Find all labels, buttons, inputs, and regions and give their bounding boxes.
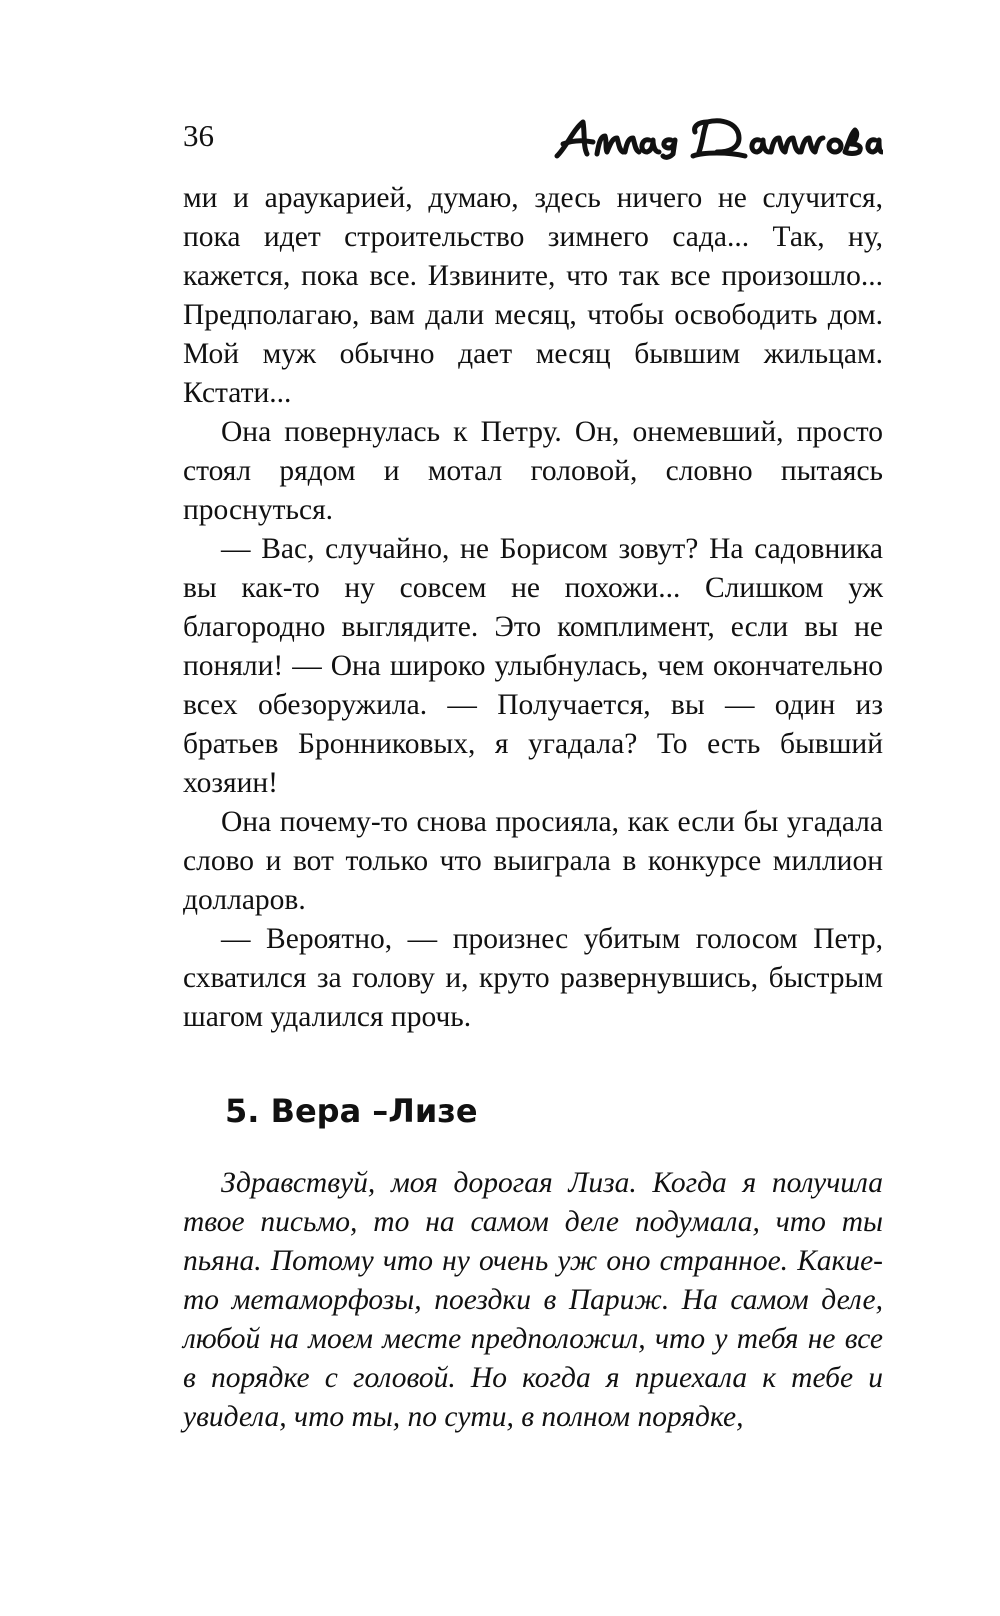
author-signature-logo: [553, 112, 883, 168]
page-header: [183, 112, 883, 172]
running-head-author-logo: [553, 112, 883, 168]
paragraph: Она повернулась к Петру. Он, онемевший, просто стоял рядом и мотал головой, словно пытаясь проснуться.: [183, 416, 883, 526]
letter-paragraph: Здравствуй, моя дорогая Лиза. Когда я получила твое письмо, то на самом деле подумала, что ты пьяна. Потому что ну очень уж оно странное. Какие-то метаморфозы, поездки в Париж. На самом деле, любой на моем месте предположил, что у тебя не все в порядке с головой. Но когда я приехала к тебе и увидела, что ты, по сути, в полном порядке,: [183, 1167, 883, 1433]
body-text: [183, 179, 883, 1037]
letter-text: [183, 1164, 883, 1437]
paragraph: ми и араукарией, думаю, здесь ничего не случится, пока идет строительство зимнего сада... Так, ну, кажется, пока все. Извините, что так все произошло... Предполагаю, вам дали месяц, чтобы освободить дом. Мой муж обычно дает месяц бывшим жильцам. Кстати...: [183, 182, 883, 409]
page-number: 36: [183, 118, 214, 153]
paragraph: — Вероятно, — произнес убитым голосом Петр, схватился за голову и, круто развернувшись, быстрым шагом удалился прочь.: [183, 923, 883, 1033]
paragraph: — Вас, случайно, не Борисом зовут? На садовника вы как-то ну совсем не похожи... Слишком уж благородно выглядите. Это комплимент, если вы не поняли! — Она широко улыбнулась, чем окончательно всех обезоружила. — Получается, вы — один из братьев Бронниковых, я угадала? То есть бывший хозяин!: [183, 533, 883, 799]
chapter-heading: 5. Вера –Лизе: [225, 1092, 478, 1130]
paragraph: Она почему-то снова просияла, как если бы угадала слово и вот только что выиграла в конкурсе миллион долларов.: [183, 806, 883, 916]
